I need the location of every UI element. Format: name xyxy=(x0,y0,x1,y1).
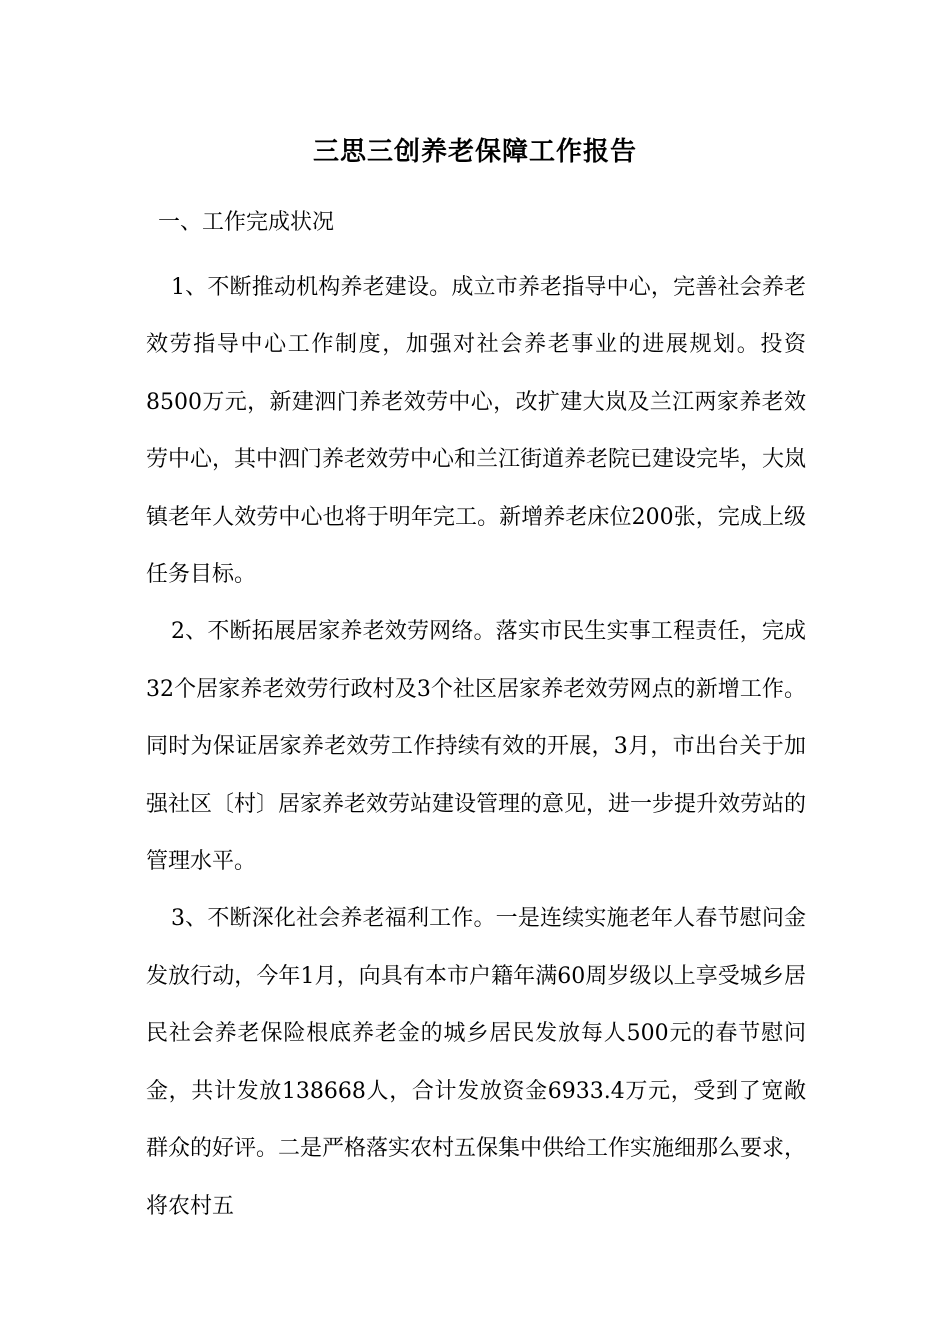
paragraph-1: 1、不断推动机构养老建设。成立市养老指导中心，完善社会养老效劳指导中心工作制度，加强对社会养老事业的进展规划。投资8500万元，新建泗门养老效劳中心，改扩建大岚及兰江两家养老效劳中心，其中泗门养老效劳中心和兰江街道养老院已建设完毕，大岚镇老年人效劳中心也将于明年完工。新增养老床位200张，完成上级任务目标。 xyxy=(146,275,807,588)
paragraph-2: 2、不断拓展居家养老效劳网络。落实市民生实事工程责任，完成32个居家养老效劳行政村及3个社区居家养老效劳网点的新增工作。同时为保证居家养老效劳工作持续有效的开展，3月，市出台关于加强社区〔村〕居家养老效劳站建设管理的意见，进一步提升效劳站的管理水平。 xyxy=(146,619,807,875)
document-body xyxy=(146,259,806,1235)
document-title: 三思三创养老保障工作报告 xyxy=(312,137,637,167)
paragraph-3: 3、不断深化社会养老福利工作。一是连续实施老年人春节慰问金发放行动，今年1月，向具有本市户籍年满60周岁级以上享受城乡居民社会养老保险根底养老金的城乡居民发放每人500元的春节慰问金，共计发放138668人，合计发放资金6933.4万元，受到了宽敞群众的好评。二是严格落实农村五保集中供给工作实施细那么要求，将农村五 xyxy=(146,906,807,1219)
section-heading: 一、工作完成状况 xyxy=(158,210,335,235)
